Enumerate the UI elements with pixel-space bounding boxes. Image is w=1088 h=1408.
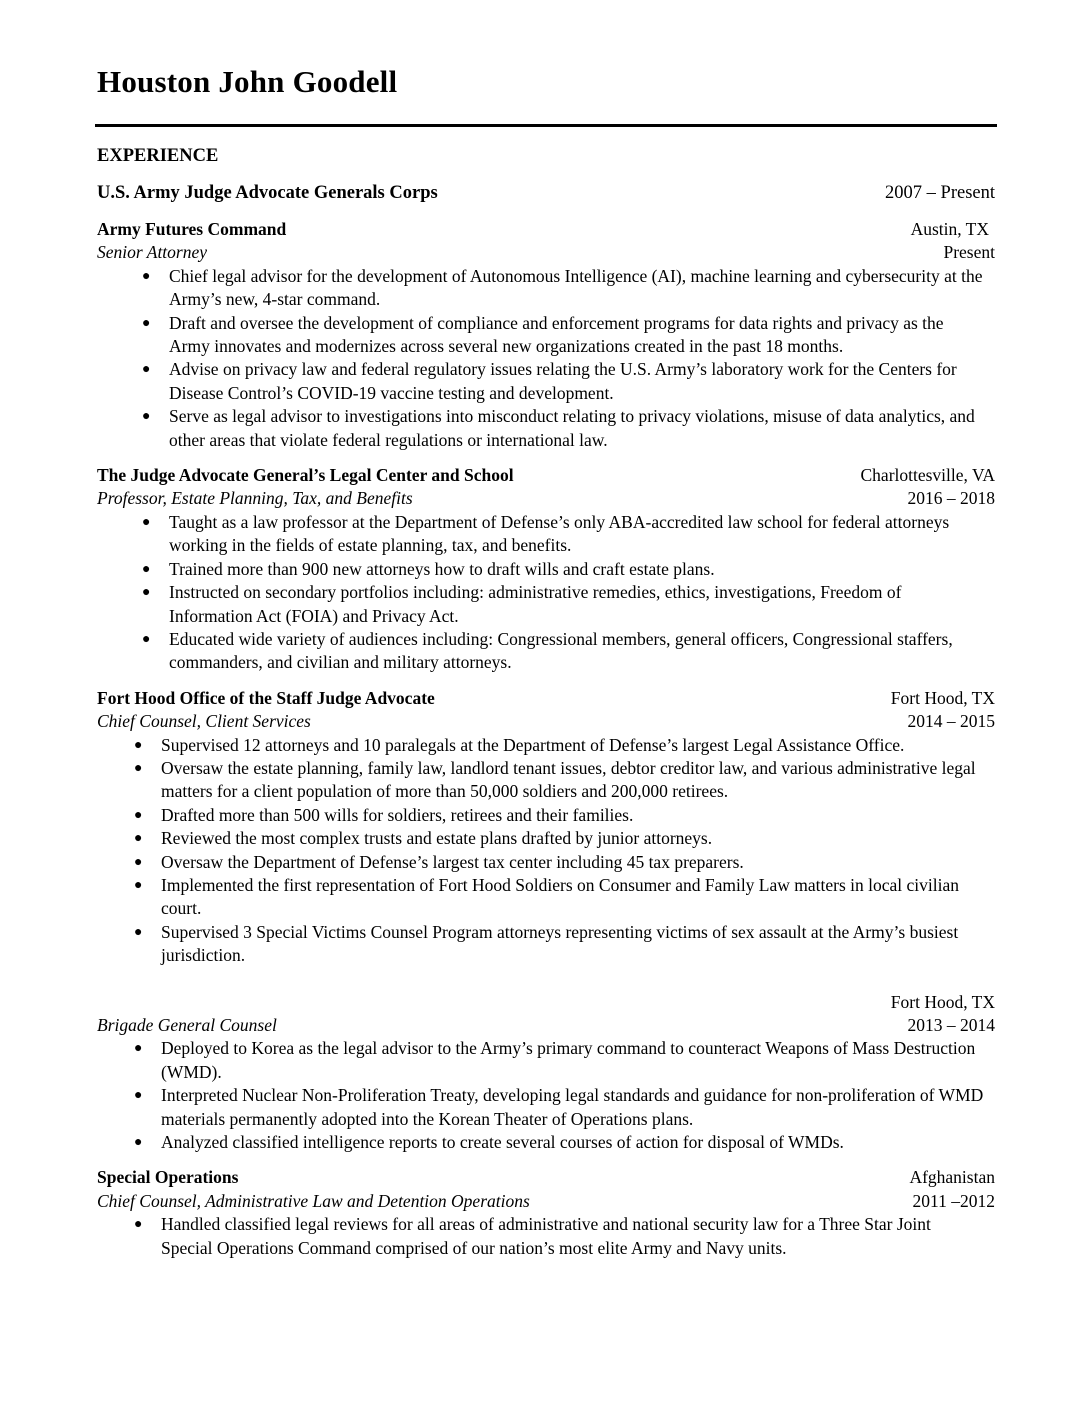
header-divider [95,124,997,127]
bullet-icon: ● [142,514,151,530]
entry-location: Austin, TX [910,219,989,239]
entry-dates: 2014 – 2015 [907,711,995,732]
bullet-icon: ● [134,1217,143,1233]
bullet-icon: ● [134,760,143,776]
experience-entry [97,1166,995,1260]
entry-header [97,1166,995,1189]
bullet-item: ● Instructed on secondary portfolios including: administrative remedies, ethics, investigations, Freedom of Information Act (FOIA) and Privacy Act. [142,582,902,626]
entry-dates: 2013 – 2014 [907,1015,995,1035]
bullet-item: ● Supervised 12 attorneys and 10 paralegals at the Department of Defense’s largest Legal Assistance Office. [97,734,995,757]
bullet-icon: ● [142,409,151,425]
entry-title: Chief Counsel, Administrative Law and Detention Operations [97,1190,530,1211]
bullet-icon: ● [134,877,143,893]
entry-bullets [97,511,995,675]
entry-location: Fort Hood, TX [890,687,995,708]
bullet-item: ● Trained more than 900 new attorneys how to draft wills and craft estate plans. [97,558,995,581]
bullet-icon: ● [134,831,143,847]
entry-title: Professor, Estate Planning, Tax, and Benefits [97,488,413,509]
bullet-icon: ● [142,561,151,577]
bullet-item: ● Oversaw the Department of Defense’s largest tax center including 45 tax preparers. [97,851,995,874]
entry-title: Brigade General Counsel [97,1015,277,1035]
bullet-item: ● Advise on privacy law and federal regulatory issues relating the U.S. Army’s laboratory work for the Centers for Disease Control’s COVID-19 vaccine testing and development. [142,359,957,403]
bullet-icon: ● [142,268,151,284]
experience-entry [97,218,995,452]
entry-location: Fort Hood, TX [890,991,995,1012]
bullet-icon: ● [134,854,143,870]
bullet-item: ● Deployed to Korea as the legal advisor to the Army’s primary command to counteract Weapons of Mass Destruction (WMD). [134,1038,976,1082]
experience-entry [97,464,995,675]
bullet-icon: ● [134,1041,143,1057]
bullet-item: ● Draft and oversee the development of compliance and enforcement programs for data rights and privacy as the Army innovates and modernizes across several new organizations created in the past 18 months. [142,312,944,357]
bullet-item: ● Chief legal advisor for the development of Autonomous Intelligence (AI), machine learning and cybersecurity at the Army’s new, 4-star command. [142,265,983,310]
entry-org: Army Futures Command [97,219,287,239]
bullet-icon: ● [134,1135,143,1151]
entry-location: Charlottesville, VA [860,465,995,486]
resume-body [97,144,995,1260]
entry-dates: 2011 –2012 [912,1190,995,1211]
bullet-icon: ● [142,315,151,331]
entry-bullets [97,265,995,452]
entry-dates: Present [943,242,995,263]
bullet-item: ● Serve as legal advisor to investigations into misconduct relating to privacy violations, misuse of data analytics, and other areas that violate federal regulations or international law. [142,406,975,450]
entry-header [97,687,995,710]
entry-header [97,991,995,1014]
entry-dates: 2016 – 2018 [907,488,995,509]
bullet-item: ● Supervised 3 Special Victims Counsel Program attorneys representing victims of sex assault at the Army’s busiest jurisdiction. [134,921,959,966]
bullet-item: ● Taught as a law professor at the Department of Defense’s only ABA-accredited law school for federal attorneys working in the fields of estate planning, tax, and benefits. [142,511,950,556]
bullet-icon: ● [134,807,143,823]
bullet-item: ● Analyzed classified intelligence reports to create several courses of action for disposal of WMDs. [97,1131,995,1154]
bullet-icon: ● [134,737,143,753]
bullet-item: ● Reviewed the most complex trusts and estate plans drafted by junior attorneys. [97,827,995,850]
bullet-item: ● Educated wide variety of audiences including: Congressional members, general officers, Congressional staffers, commanders, and civilian and military attorneys. [142,628,953,673]
candidate-name: Houston John Goodell [97,64,398,99]
section-title-experience: EXPERIENCE [97,146,219,166]
bullet-item: ● Drafted more than 500 wills for soldiers, retirees and their families. [97,804,995,827]
bullet-icon: ● [134,924,143,940]
entry-bullets [97,1213,995,1260]
entry-title-row [97,487,995,510]
entry-org: Fort Hood Office of the Staff Judge Advocate [97,687,435,708]
entry-location: Afghanistan [909,1167,995,1188]
entry-title: Senior Attorney [97,242,208,263]
bullet-icon: ● [134,1088,143,1104]
entry-title-row [97,241,995,264]
entry-title: Chief Counsel, Client Services [97,711,311,732]
bullet-icon: ● [142,362,151,378]
bullet-item: ● Oversaw the estate planning, family law, landlord tenant issues, debtor creditor law, and various administrative legal matters for a client population of more than 50,000 soldiers and 200,000 retirees. [134,757,976,802]
entry-org: Special Operations [97,1167,239,1188]
bullet-item: ● Interpreted Nuclear Non-Proliferation Treaty, developing legal standards and guidance for non-proliferation of WMD materials permanently adopted into the Korean Theater of Operations plans. [134,1085,984,1129]
entry-org: The Judge Advocate General’s Legal Center and School [97,465,514,486]
entry-title-row [97,710,995,733]
experience-entry [97,991,995,1155]
bullet-item: ● Implemented the first representation of Fort Hood Soldiers on Consumer and Family Law matters in local civilian court. [134,874,960,919]
bullet-item: ● Handled classified legal reviews for all areas of administrative and national security law for a Three Star Joint Special Operations Command comprised of our nation’s most elite Army and Navy units. [134,1214,931,1258]
entry-title-row [97,1014,995,1037]
employer-row [97,181,995,206]
entry-bullets [97,1037,995,1154]
entry-title-row [97,1190,995,1213]
experience-entry [97,687,995,968]
entry-header [97,464,995,487]
entry-header [97,218,995,241]
bullet-icon: ● [142,631,151,647]
entry-bullets [97,734,995,968]
employer-dates: 2007 – Present [885,183,995,203]
bullet-icon: ● [142,585,151,601]
employer-name: U.S. Army Judge Advocate Generals Corps [97,183,438,203]
